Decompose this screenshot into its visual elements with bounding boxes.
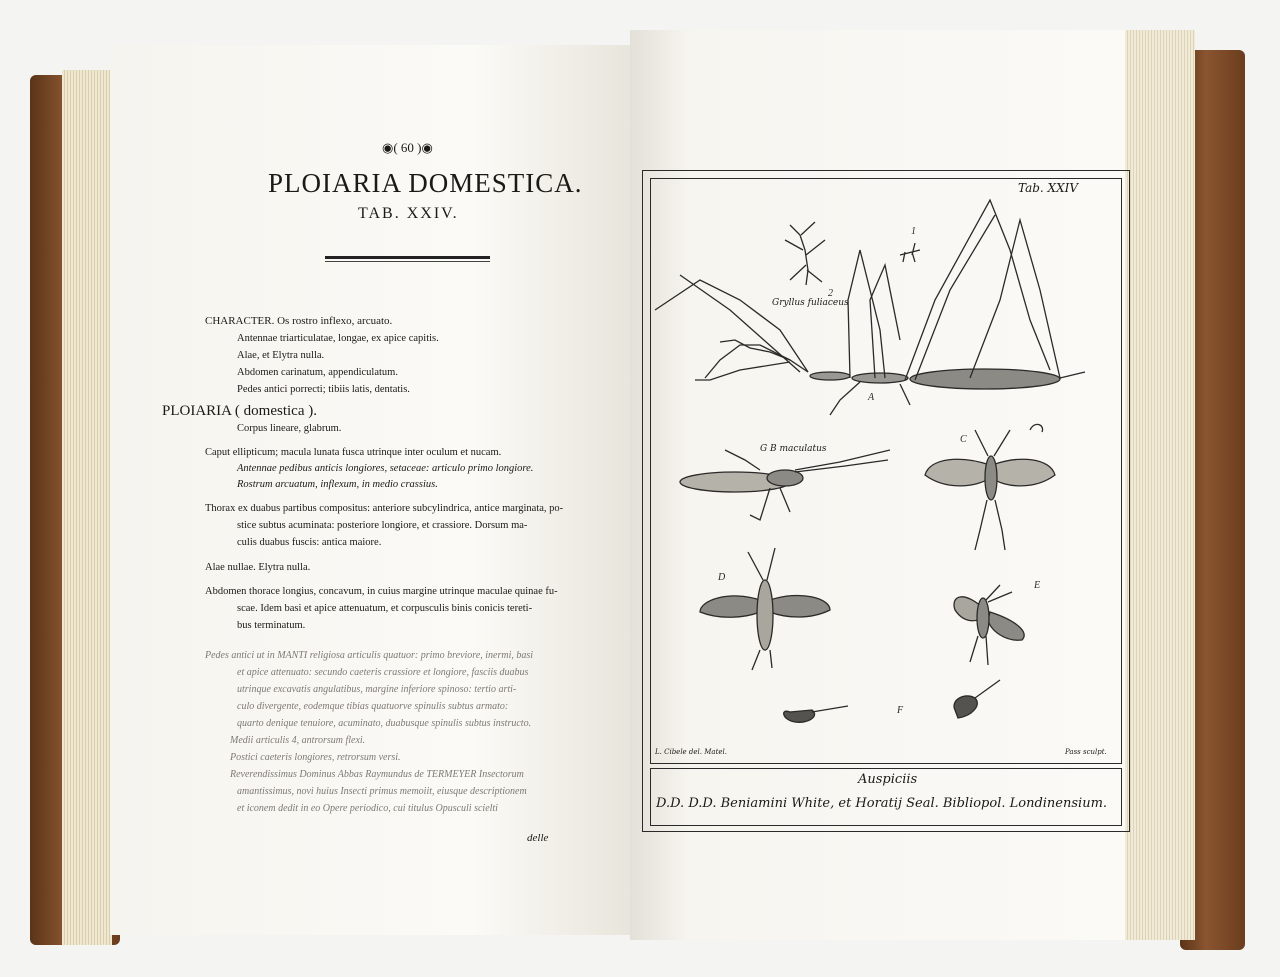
pedes-line: Medii articulis 4, antrorsum flexi. [230, 735, 366, 746]
svg-text:E: E [1034, 580, 1041, 591]
insect-figure-1 [900, 243, 920, 262]
abdomen-line: scae. Idem basi et apice attenuatum, et corpusculis binis conicis tereti- [237, 603, 533, 614]
ploiaria-heading: PLOIARIA ( domestica ). [162, 403, 317, 419]
figure-caption: G B maculatus [760, 444, 827, 454]
pedes-line: utrinque excavatis angulatibus, margine inferiore spinoso: tertio arti- [237, 684, 517, 695]
insect-figure-a [655, 200, 1085, 415]
insect-figure-b [680, 450, 890, 520]
character-line: Alae, et Elytra nulla. [237, 350, 325, 361]
character-line: Abdomen carinatum, appendiculatum. [237, 367, 398, 378]
insect-figure-f [784, 680, 1000, 722]
plate-label: Tab. XXIV [1018, 181, 1079, 195]
pedes-line: quarto denique tenuiore, acuminato, duabusque spinulis subtus instructo. [237, 718, 532, 729]
character-line: CHARACTER. Os rostro inflexo, arcuato. [205, 315, 393, 327]
insect-figure-e [954, 585, 1024, 665]
pedes-line: et apice attenuato: secundo caeteris crassiore et longiore, fasciis duabus [237, 667, 529, 678]
character-line: Pedes antici porrecti; tibiis latis, dentatis. [237, 384, 410, 395]
dedication-line: D.D. D.D. Beniamini White, et Horatij Seal. Bibliopol. Londinensium. [656, 796, 1108, 811]
abdomen-line: Abdomen thorace longius, concavum, in cuius margine utrinque maculae quinae fu- [205, 586, 558, 597]
engraver-credit: Pass sculpt. [1065, 748, 1107, 756]
svg-text:F: F [897, 705, 904, 716]
caput-line: Antennae pedibus anticis longiores, setaceae: articulo primo longiore. [237, 463, 534, 474]
page-title: PLOIARIA DOMESTICA. [268, 168, 583, 198]
svg-text:1: 1 [911, 226, 916, 237]
pedes-line: Reverendissimus Dominus Abbas Raymundus de TERMEYER Insectorum [230, 769, 524, 780]
figure-caption: Gryllus fuliaceus [772, 298, 849, 308]
pedes-line: et iconem dedit in eo Opere periodico, cui titulus Opusculi scielti [237, 803, 498, 814]
abdomen-line: bus terminatum. [237, 620, 306, 631]
pedes-line: culo divergente, eodemque tibias quatuorve spinulis subtus armato: [237, 701, 509, 712]
svg-text:D: D [718, 572, 726, 583]
engraver-credit: L. Cibele del. Matel. [655, 748, 727, 756]
insect-figure-d [700, 548, 830, 670]
svg-text:C: C [960, 434, 967, 445]
caput-line: Rostrum arcuatum, inflexum, in medio crassius. [237, 479, 438, 490]
pedes-line: Postici caeteris longiores, retrorsum versi. [230, 752, 401, 763]
svg-text:A: A [868, 392, 875, 403]
caput-line: Caput ellipticum; macula lunata fusca utrinque inter oculum et nucam. [205, 447, 502, 458]
thorax-line: culis duabus fuscis: antica maiore. [237, 537, 382, 548]
svg-text:2: 2 [828, 288, 833, 299]
insect-figure-2 [785, 222, 825, 285]
pedes-line: amantissimus, novi huius Insecti primus memoiit, eiusque descriptionem [237, 786, 527, 797]
ploiaria-sub: Corpus lineare, glabrum. [237, 423, 342, 434]
auspice-line: Auspiciis [858, 772, 918, 787]
thorax-line: Thorax ex duabus partibus compositus: anteriore subcylindrica, antice marginata, po- [205, 503, 564, 514]
page-number: ◉( 60 )◉ [382, 140, 433, 155]
pedes-line: Pedes antici ut in MANTI religiosa articulis quatuor: primo breviore, inermi, basi [205, 650, 534, 661]
alae-line: Alae nullae. Elytra nulla. [205, 562, 311, 573]
insect-figure-c [925, 424, 1055, 550]
catchword: delle [527, 832, 549, 844]
character-line: Antennae triarticulatae, longae, ex apice capitis. [237, 333, 439, 344]
tab-heading: TAB. XXIV. [358, 205, 459, 222]
thorax-line: stice subtus acuminata: posteriore longiore, et crassiore. Dorsum ma- [237, 520, 528, 531]
